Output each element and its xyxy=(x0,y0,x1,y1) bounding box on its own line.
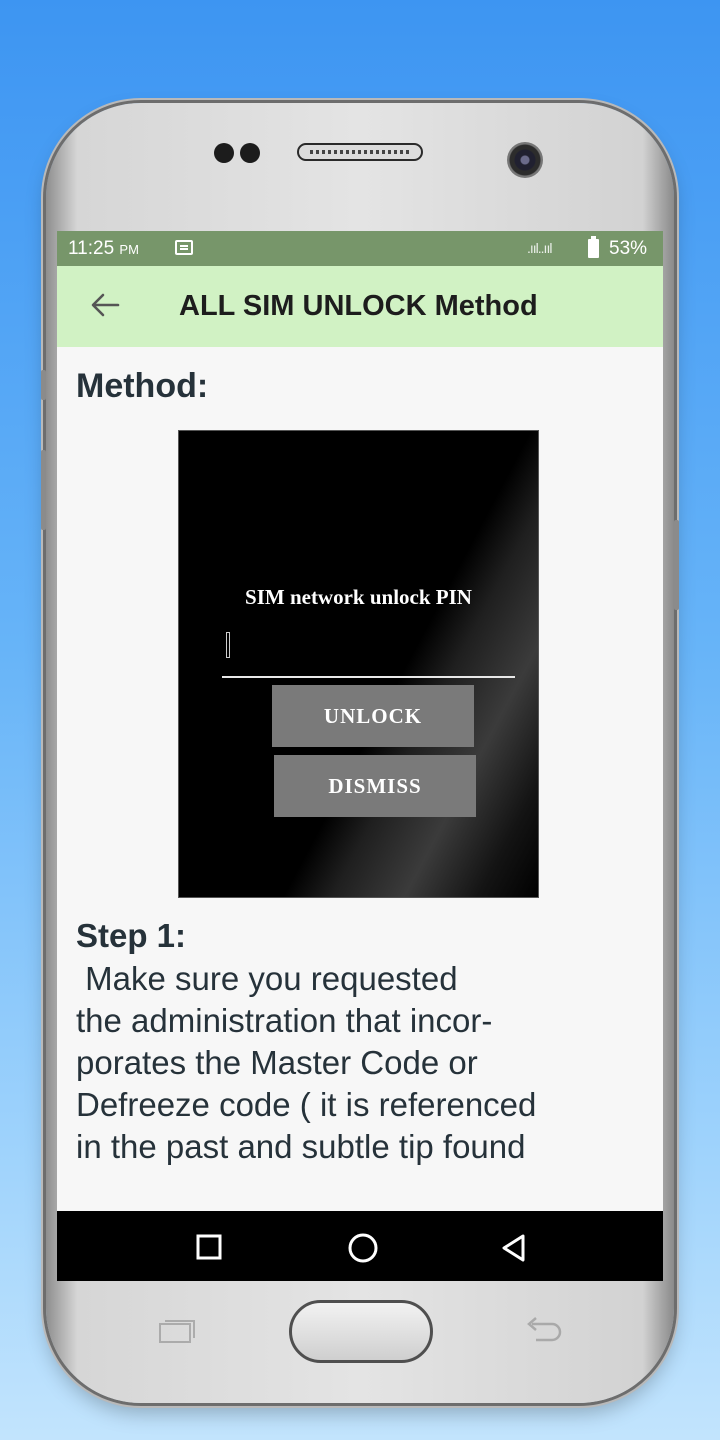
image-unlock-button: UNLOCK xyxy=(272,685,474,747)
image-dismiss-button: DISMISS xyxy=(274,755,476,817)
content-viewport xyxy=(57,231,663,1165)
nav-home-button[interactable] xyxy=(315,1211,405,1281)
image-input-underline xyxy=(222,676,515,678)
signal-icon: .ııl..ııl xyxy=(527,240,552,256)
battery-percent: 53% xyxy=(609,238,648,259)
navigation-bar xyxy=(57,1211,663,1281)
circle-icon xyxy=(347,1233,379,1263)
square-icon xyxy=(195,1233,223,1261)
hardware-recents-icon[interactable] xyxy=(158,1318,196,1344)
status-ampm: PM xyxy=(119,242,139,257)
step1-heading: Step 1: xyxy=(76,917,187,954)
screen xyxy=(57,231,663,1281)
earpiece-speaker xyxy=(297,143,423,161)
front-camera xyxy=(507,142,543,178)
front-sensors xyxy=(214,143,260,163)
image-prompt-text: SIM network unlock PIN xyxy=(245,585,472,609)
step1-text: Make sure you requested the administration that incor- porates the Master Code or Defreeze code ( it is referenced in the past and subtle tip found xyxy=(76,960,537,1165)
triangle-left-icon xyxy=(499,1233,529,1263)
page-title: ALL SIM UNLOCK Method xyxy=(179,290,538,322)
nav-recents-button[interactable] xyxy=(163,1211,253,1281)
sim-unlock-screenshot-image xyxy=(178,430,539,898)
method-heading: Method: xyxy=(76,367,209,405)
status-time: 11:25 PM xyxy=(68,238,139,259)
phone-side-button xyxy=(41,450,46,530)
image-text-cursor xyxy=(226,632,230,658)
phone-side-button xyxy=(674,520,679,610)
hardware-home-button[interactable] xyxy=(289,1300,433,1363)
nav-back-button[interactable] xyxy=(467,1211,557,1281)
hardware-back-icon[interactable] xyxy=(522,1316,564,1346)
phone-side-button xyxy=(41,370,46,400)
